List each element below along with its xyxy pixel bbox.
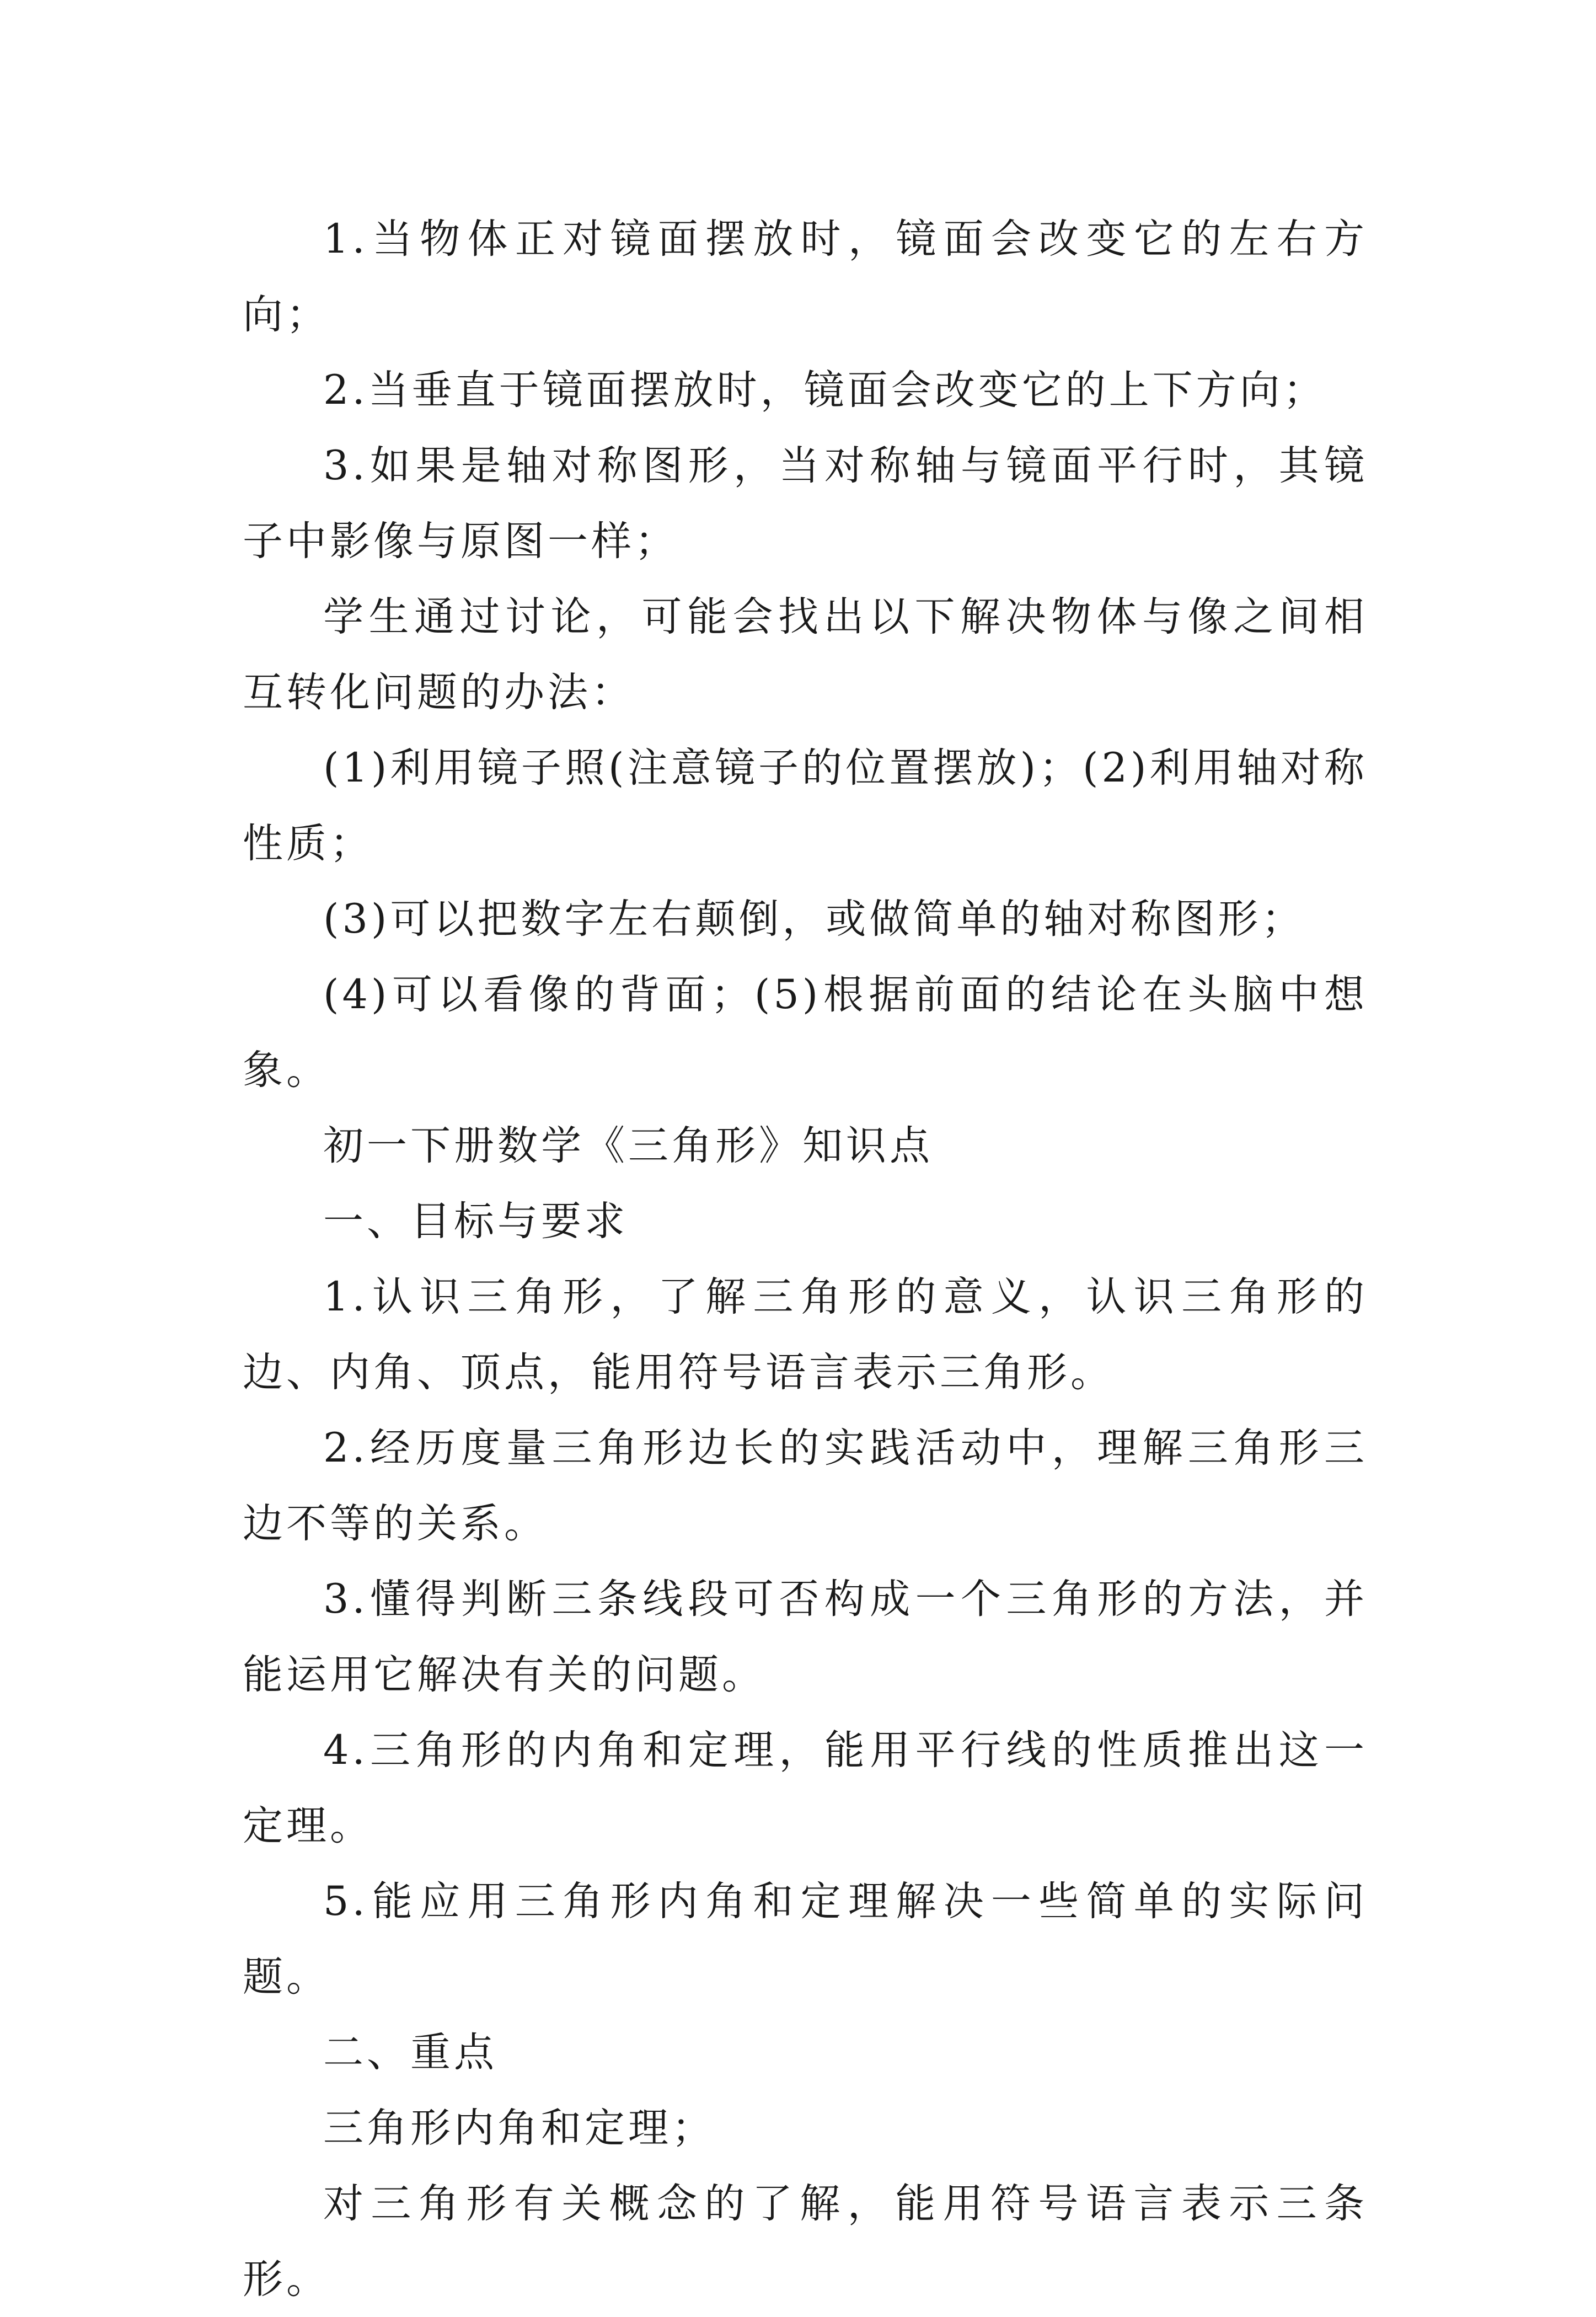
paragraph-5: (1)利用镜子照(注意镜子的位置摆放)；(2)利用轴对称性质； xyxy=(243,745,1368,867)
paragraph-3: 3.如果是轴对称图形，当对称轴与镜面平行时，其镜子中影像与原图一样； xyxy=(243,442,1368,565)
paragraph-7: (4)可以看像的背面；(5)根据前面的结论在头脑中想象。 xyxy=(243,971,1368,1094)
section-title: 初一下册数学《三角形》知识点 xyxy=(323,1122,933,1169)
paragraph-13: 4.三角形的内角和定理，能用平行线的性质推出这一定理。 xyxy=(243,1727,1368,1849)
paragraph-12: 3.懂得判断三条线段可否构成一个三角形的方法，并能运用它解决有关的问题。 xyxy=(243,1576,1368,1698)
subheading-key-points: 二、重点 xyxy=(323,2029,497,2076)
paragraph-14: 5.能应用三角形内角和定理解决一些简单的实际问题。 xyxy=(243,1878,1368,2000)
subheading-goals: 一、目标与要求 xyxy=(323,1198,628,1245)
paragraph-2: 2.当垂直于镜面摆放时，镜面会改变它的上下方向； xyxy=(323,367,1327,414)
paragraph-10: 1.认识三角形，了解三角形的意义，认识三角形的边、内角、顶点，能用符号语言表示三角形。 xyxy=(243,1273,1368,1396)
paragraph-4: 学生通过讨论，可能会找出以下解决物体与像之间相互转化问题的办法： xyxy=(243,593,1368,716)
paragraph-6: (3)可以把数字左右颠倒，或做简单的轴对称图形； xyxy=(323,896,1305,943)
paragraph-1: 1.当物体正对镜面摆放时，镜面会改变它的左右方向； xyxy=(243,216,1368,338)
paragraph-11: 2.经历度量三角形边长的实践活动中，理解三角形三边不等的关系。 xyxy=(243,1425,1368,1547)
paragraph-16: 三角形内角和定理； xyxy=(323,2105,715,2152)
paragraph-17: 对三角形有关概念的了解，能用符号语言表示三条形。 xyxy=(243,2180,1368,2303)
document-body xyxy=(243,201,1368,2317)
